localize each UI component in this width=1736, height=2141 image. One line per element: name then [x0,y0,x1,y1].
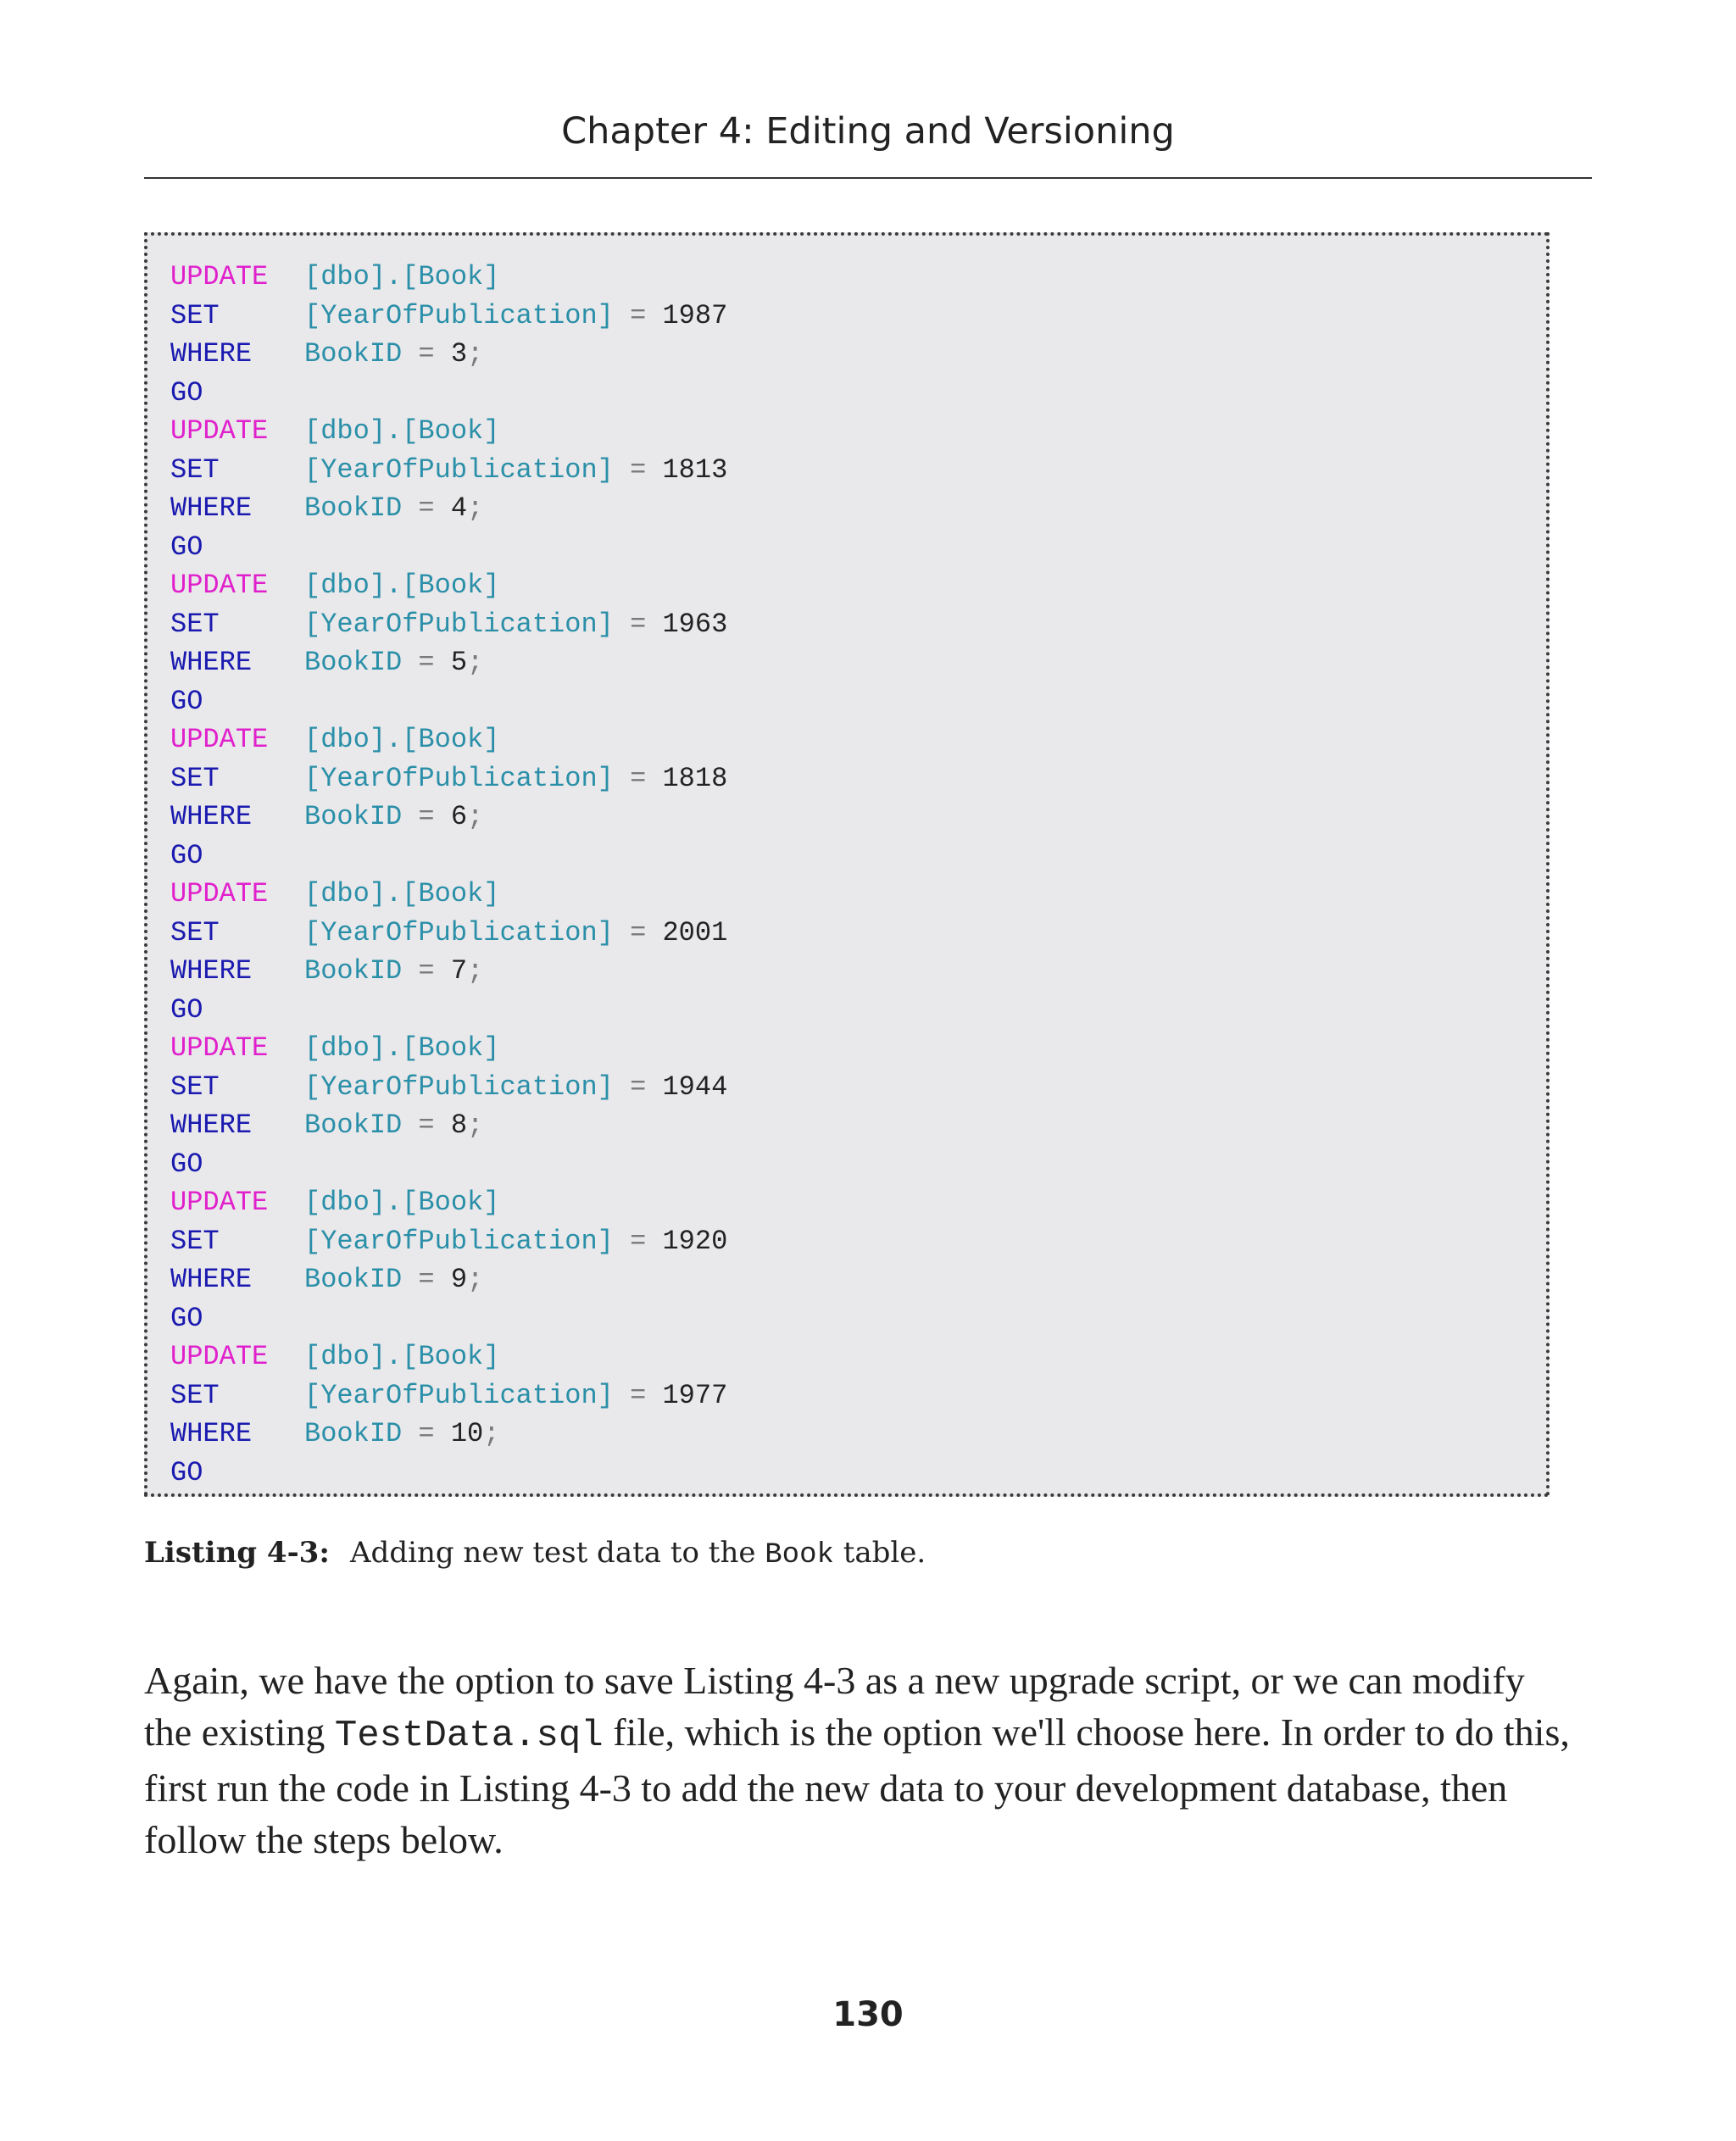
code-line-update [170,1183,1546,1222]
code-line-where [170,489,1546,528]
table-name: [dbo].[Book] [304,878,500,909]
keyword-set: SET [170,1225,220,1257]
book-id-value: 10 [450,1418,484,1449]
keyword-where: WHERE [170,1264,253,1295]
column-name: [YearOfPublication] [304,762,614,794]
key-column: BookID [304,1418,403,1449]
table-name: [dbo].[Book] [304,415,500,447]
paragraph-line-2-before: the existing [144,1710,335,1754]
operator-equals: = [630,916,647,948]
operator-equals: = [630,608,647,640]
caption-label: Listing 4-3: [144,1536,330,1570]
code-line-update [170,1337,1546,1376]
operator-equals: = [418,1418,435,1449]
column-name: [YearOfPublication] [304,1379,614,1411]
caption-text-before: Adding new test data to the [350,1536,765,1570]
code-listing [144,232,1550,1497]
keyword-go: GO [170,993,203,1026]
keyword-where: WHERE [170,338,253,370]
semicolon: ; [483,1418,500,1449]
keyword-go: GO [170,839,203,871]
operator-equals: = [630,453,647,486]
code-line-update [170,566,1546,605]
operator-equals: = [418,492,435,524]
keyword-go: GO [170,1302,203,1334]
operator-equals: = [630,1070,647,1103]
code-line-where [170,335,1546,374]
chapter-header: Chapter 4: Editing and Versioning [561,110,1175,153]
book-id-value: 5 [450,647,468,678]
semicolon: ; [467,1264,484,1295]
keyword-go: GO [170,685,203,717]
code-line-set [170,914,1546,953]
keyword-go: GO [170,1456,203,1488]
table-name: [dbo].[Book] [304,1187,500,1218]
table-name: [dbo].[Book] [304,1032,500,1064]
code-line-go [170,837,1546,876]
keyword-set: SET [170,299,220,331]
code-line-where [170,952,1546,991]
keyword-update: UPDATE [170,261,269,292]
operator-equals: = [630,1225,647,1257]
code-line-where [170,643,1546,682]
year-value: 1963 [662,608,728,640]
book-id-value: 4 [450,492,468,524]
semicolon: ; [467,647,484,678]
key-column: BookID [304,1109,403,1141]
keyword-set: SET [170,608,220,640]
operator-equals: = [418,647,435,678]
code-line-where [170,798,1546,837]
paragraph-line-2-after: file, which is the option we'll choose here. In order to do this, [603,1710,1570,1754]
book-id-value: 9 [450,1264,468,1295]
code-line-go [170,374,1546,413]
paragraph-line-3: first run the code in Listing 4-3 to add the new data to your development database, then [144,1766,1508,1810]
semicolon: ; [467,492,484,524]
year-value: 1944 [662,1070,728,1103]
keyword-where: WHERE [170,801,253,832]
keyword-update: UPDATE [170,1032,269,1064]
header-divider [144,177,1592,179]
semicolon: ; [467,801,484,832]
keyword-update: UPDATE [170,1187,269,1218]
operator-equals: = [418,1109,435,1141]
book-id-value: 6 [450,801,468,832]
keyword-set: SET [170,453,220,486]
caption-code: Book [765,1539,834,1571]
code-line-update [170,412,1546,451]
table-name: [dbo].[Book] [304,261,500,292]
keyword-update: UPDATE [170,724,269,755]
code-line-set [170,1222,1546,1261]
year-value: 1818 [662,762,728,794]
column-name: [YearOfPublication] [304,299,614,331]
key-column: BookID [304,955,403,987]
code-line-update [170,1029,1546,1068]
column-name: [YearOfPublication] [304,608,614,640]
semicolon: ; [467,338,484,370]
code-line-set [170,759,1546,798]
code-line-where [170,1415,1546,1454]
code-line-set [170,451,1546,490]
column-name: [YearOfPublication] [304,1225,614,1257]
key-column: BookID [304,801,403,832]
body-paragraph [144,1654,1602,1866]
column-name: [YearOfPublication] [304,453,614,486]
keyword-where: WHERE [170,1109,253,1141]
keyword-where: WHERE [170,492,253,524]
column-name: [YearOfPublication] [304,1070,614,1103]
code-line-set [170,297,1546,336]
caption-text-after: table. [833,1536,926,1570]
key-column: BookID [304,1264,403,1295]
paragraph-code-filename: TestData.sql [334,1715,604,1757]
operator-equals: = [418,955,435,987]
operator-equals: = [418,801,435,832]
book-id-value: 3 [450,338,468,370]
keyword-go: GO [170,1148,203,1180]
keyword-update: UPDATE [170,1341,269,1372]
keyword-where: WHERE [170,647,253,678]
keyword-update: UPDATE [170,570,269,601]
code-line-update [170,258,1546,297]
book-id-value: 7 [450,955,468,987]
key-column: BookID [304,492,403,524]
keyword-set: SET [170,1379,220,1411]
key-column: BookID [304,338,403,370]
code-line-go [170,991,1546,1030]
listing-caption [144,1536,926,1571]
year-value: 1987 [662,299,728,331]
keyword-go: GO [170,376,203,409]
column-name: [YearOfPublication] [304,916,614,948]
operator-equals: = [418,338,435,370]
code-line-where [170,1260,1546,1299]
code-line-set [170,605,1546,644]
table-name: [dbo].[Book] [304,1341,500,1372]
year-value: 1977 [662,1379,728,1411]
paragraph-line-4: follow the steps below. [144,1818,504,1861]
keyword-where: WHERE [170,955,253,987]
code-line-go [170,1454,1546,1493]
operator-equals: = [630,299,647,331]
paragraph-line-1: Again, we have the option to save Listing 4-3 as a new upgrade script, or we can modify [144,1659,1525,1702]
code-line-go [170,528,1546,567]
year-value: 1813 [662,453,728,486]
code-line-go [170,682,1546,721]
operator-equals: = [418,1264,435,1295]
keyword-update: UPDATE [170,878,269,909]
year-value: 2001 [662,916,728,948]
keyword-set: SET [170,916,220,948]
table-name: [dbo].[Book] [304,570,500,601]
code-line-update [170,720,1546,759]
paragraph-line-2 [144,1706,1602,1762]
book-id-value: 8 [450,1109,468,1141]
code-line-set [170,1068,1546,1107]
code-line-update [170,875,1546,914]
semicolon: ; [467,1109,484,1141]
keyword-where: WHERE [170,1418,253,1449]
year-value: 1920 [662,1225,728,1257]
code-line-go [170,1145,1546,1184]
key-column: BookID [304,647,403,678]
operator-equals: = [630,762,647,794]
operator-equals: = [630,1379,647,1411]
code-line-where [170,1106,1546,1145]
keyword-set: SET [170,762,220,794]
code-line-set [170,1376,1546,1415]
keyword-go: GO [170,531,203,563]
table-name: [dbo].[Book] [304,724,500,755]
keyword-set: SET [170,1070,220,1103]
keyword-update: UPDATE [170,415,269,447]
page-number: 130 [832,1995,904,2034]
code-line-go [170,1299,1546,1338]
semicolon: ; [467,955,484,987]
